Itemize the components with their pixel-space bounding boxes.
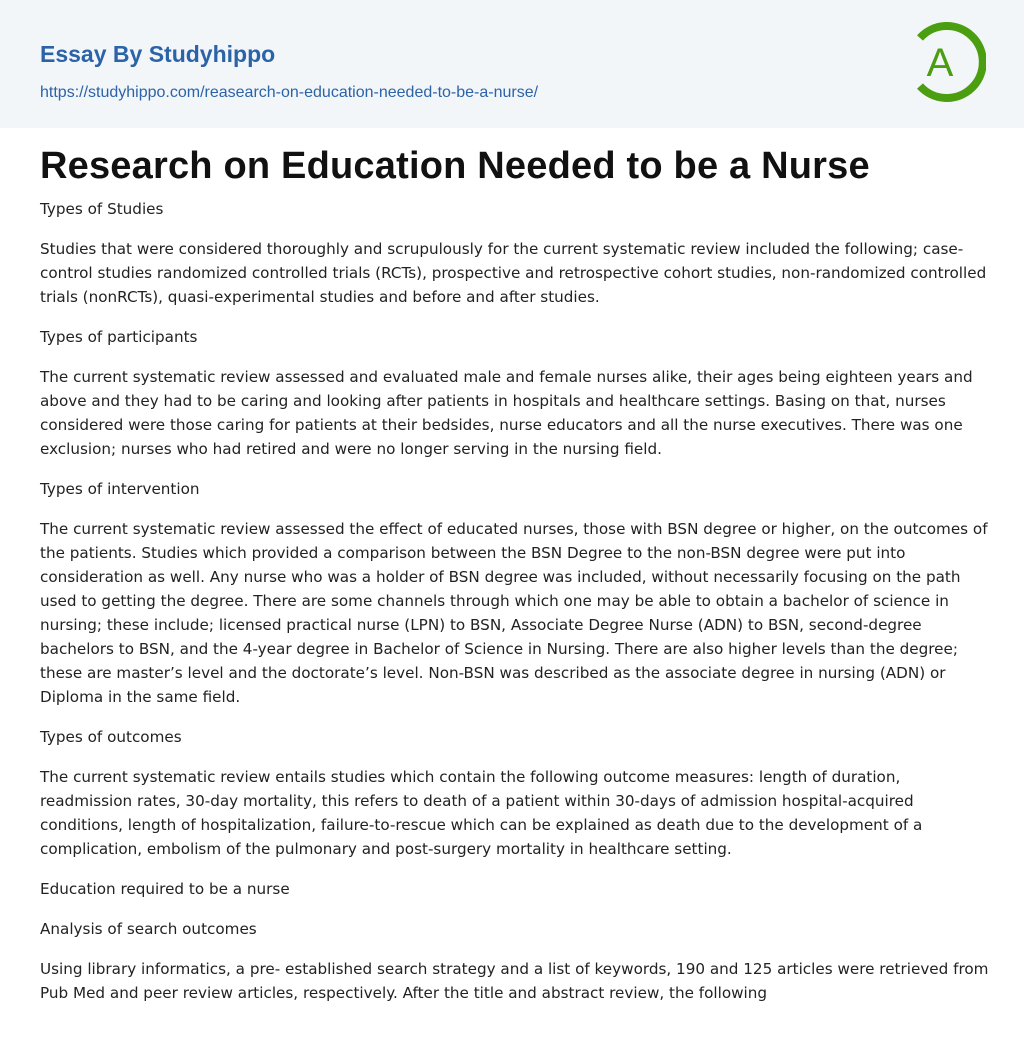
logo-letter: A [926,41,954,85]
studyhippo-logo-icon [912,20,986,104]
paragraph: The current systematic review entails studies which contain the following outcome measures: length of duration, readmission rates, 30-day mortality, this refers to death of a patient within 30-days of admission hospital-acquired conditions, length of hospitalization, failure-to-rescue which can be explained as death due to the development of a complication, embolism of the pulmonary and post-surgery mortality in healthcare setting. [40,768,923,858]
section-heading: Types of outcomes [40,728,182,746]
brand-title: Essay By Studyhippo [40,41,276,67]
section-heading: Analysis of search outcomes [40,920,257,938]
essay-body [40,197,990,1021]
paragraph: Studies that were considered thoroughly and scrupulously for the current systematic review included the following; case-control studies randomized controlled trials (RCTs), prospective and retrospective cohort studies, non-randomized controlled trials (nonRCTs), quasi-experimental studies and before and after studies. [40,240,987,306]
page-title: Research on Education Needed to be a Nurse [40,145,870,187]
section-heading: Education required to be a nurse [40,880,290,898]
paragraph: Using library informatics, a pre- established search strategy and a list of keywords, 190 and 125 articles were retrieved from Pub Med and peer review articles, respectively. After the title and abstract review, the following [40,960,989,1002]
section-heading: Types of Studies [40,200,164,218]
section-heading: Types of intervention [40,480,200,498]
paragraph: The current systematic review assessed the effect of educated nurses, those with BSN degree or higher, on the outcomes of the patients. Studies which provided a comparison between the BSN Degree to the non-BSN degree were put into consideration as well. Any nurse who was a holder of BSN degree was included, without necessarily focusing on the path used to getting the degree. There are some channels through which one may be able to obtain a bachelor of science in nursing; these include; licensed practical nurse (LPN) to BSN, Associate Degree Nurse (ADN) to BSN, second-degree bachelors to BSN, and the 4-year degree in Bachelor of Science in Nursing. There are also higher levels than the degree; these are master’s level and the doctorate’s level. Non-BSN was described as the associate degree in nursing (ADN) or Diploma in the same field. [40,520,988,706]
paragraph: The current systematic review assessed and evaluated male and female nurses alike, their ages being eighteen years and above and they had to be caring and looking after patients in hospitals and healthcare settings. Basing on that, nurses considered were those caring for patients at their bedsides, nurse educators and all the nurse executives. There was one exclusion; nurses who had retired and were no longer serving in the nursing field. [40,368,973,458]
essay-url-link[interactable]: https://studyhippo.com/reasearch-on-education-needed-to-be-a-nurse/ [40,84,539,101]
section-heading: Types of participants [40,328,198,346]
